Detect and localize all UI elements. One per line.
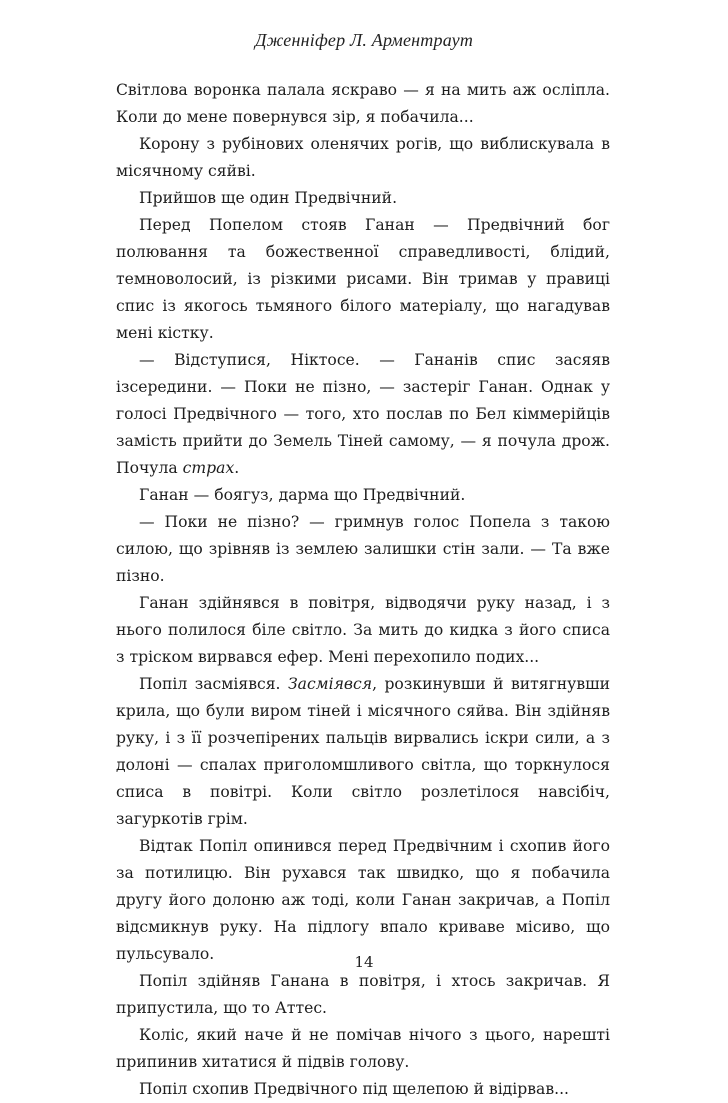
paragraph: — Відступися, Ніктосе. — Гананів спис засяяв ізсередини. — Поки не пізно, — застеріг Ганан. Однак у голосі Предвічного — того, хто послав по Бел кіммерійців замість прийти до Земель Тіней самому, — я почула дрож. Почула страх. xyxy=(116,351,610,477)
body-text xyxy=(116,77,610,1103)
paragraph: — Поки не пізно? — гримнув голос Попела з такою силою, що зрівняв із землею залишки стін зали. — Та вже пізно. xyxy=(116,513,610,585)
paragraph: Корону з рубінових оленячих рогів, що виблискувала в місячному сяйві. xyxy=(116,135,610,180)
paragraph: Попіл засміявся. Засміявся, розкинувши й витягнувши крила, що були виром тіней і місячного сяйва. Він здійняв руку, і з її розчепірених пальців вирвались іскри сили, а з долоні — спалах приголомшливого світла, що торкнулося списа в повітрі. Коли світло розлетілося навсібіч, загуркотів грім. xyxy=(116,675,610,828)
paragraph: Колiс, який наче й не помічав нічого з цього, нарешті припинив хитатися й підвів голову. xyxy=(116,1026,610,1071)
italic-emphasis: страх xyxy=(182,459,235,477)
paragraph: Відтак Попіл опинився перед Предвічним і схопив його за потилицю. Він рухався так швидко, що я побачила другу його долоню аж тоді, коли Ганан закричав, а Попіл відсмикнув руку. На підлогу впало криваве місиво, що пульсувало. xyxy=(116,837,610,963)
paragraph: Світлова воронка палала яскраво — я на мить аж осліпла. Коли до мене повернувся зір, я побачила... xyxy=(116,81,610,126)
running-head: Дженніфер Л. Арментраут xyxy=(254,30,474,50)
page-number: 14 xyxy=(354,953,374,971)
paragraph: Попіл схопив Предвічного під щелепою й відірвав... xyxy=(139,1080,569,1098)
paragraph: Ганан здійнявся в повітря, відводячи руку назад, і з нього полилося біле світло. За мить до кидка з його списа з тріском вирвався ефер. Мені перехопило подих... xyxy=(116,594,610,666)
paragraph: Попіл здійняв Ганана в повітря, і хтось закричав. Я припустила, що то Аттес. xyxy=(116,972,610,1017)
paragraph: Ганан — боягуз, дарма що Предвічний. xyxy=(139,486,466,504)
paragraph: Перед Попелом стояв Ганан — Предвічний бог полювання та божественної справедливості, блідий, темноволосий, із різкими рисами. Він тримав у правиці спис із якогось тьмяного білого матеріалу, що нагадував мені кістку. xyxy=(116,216,610,342)
italic-emphasis: Засміявся xyxy=(287,675,373,693)
paragraph: Прийшов ще один Предвічний. xyxy=(139,189,398,207)
